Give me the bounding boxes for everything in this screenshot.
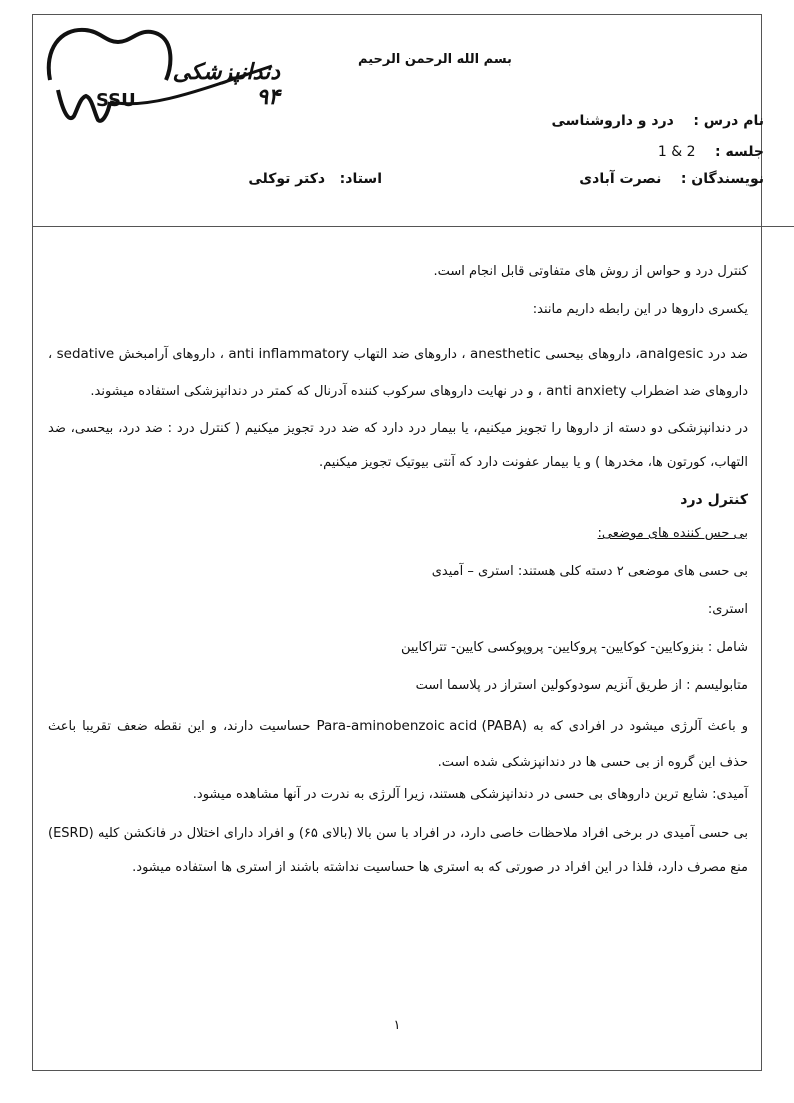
- course-row: [552, 113, 764, 129]
- paragraph: بی حسی آمیدی در برخی افراد ملاحظات خاصی دارد، در افراد با سن بالا (بالای ۶۵) و افراد دارای اختلال در فانکشن کلیه (ESRD) منع مصرف دارد، فلذا در این افراد در صورتی که به استری ها حساسیت نداشته باشند از استری ها استفاده میشود.: [48, 826, 748, 875]
- authors-value: نصرت آبادی: [579, 171, 662, 187]
- text-run: ، و در نهایت داروهای سرکوب کننده آدرنال که کمتر در دندانپزشکی استفاده میشوند.: [90, 384, 542, 399]
- document-body: [48, 262, 748, 885]
- paragraph: یکسری داروها در این رابطه داریم مانند:: [532, 302, 748, 317]
- paragraph: کنترل درد و حواس از روش های متفاوتی قابل انجام است.: [433, 264, 748, 279]
- paragraph: متابولیسم : از طریق آنزیم سودوکولین استراز در پلاسما است: [415, 678, 748, 693]
- text-run: ، داروهای آرامبخش: [118, 347, 224, 362]
- paba-paragraph: [48, 708, 748, 781]
- term-analgesic: analgesic: [639, 346, 704, 362]
- session-row: [658, 144, 764, 160]
- text-run: ، داروهای بیحسی: [545, 347, 640, 362]
- authors-label: نویسندگان :: [680, 171, 764, 187]
- term-anti-inflammatory: anti inflammatory: [228, 346, 350, 362]
- course-value: درد و داروشناسی: [551, 113, 674, 129]
- text-run: ، داروهای ضد التهاب: [353, 347, 466, 362]
- paragraph: در دندانپزشکی دو دسته از داروها را تجویز میکنیم، یا بیمار درد دارد که ضد درد تجویز میکنیم ( کنترل درد : ضد درد، بیحسی، ضد التهاب، کورتون ها، مخدرها ) و یا بیمار عفونت دارد که آنتی بیوتیک تجویز میکنیم.: [48, 421, 748, 470]
- section-heading: کنترل درد: [680, 492, 748, 508]
- session-label: جلسه :: [714, 144, 764, 160]
- text-run: ضد درد: [707, 347, 749, 362]
- paragraph: استری:: [707, 602, 748, 617]
- subsection-heading: بی حس کننده های موضعی:: [597, 526, 748, 541]
- logo-ssu: SSU: [96, 90, 136, 111]
- drug-classes-paragraph: [48, 336, 748, 410]
- paragraph: شامل : بنزوکایین- کوکایین- پروکایین- پروپوکسی کایین- تتراکایین: [401, 640, 748, 655]
- term-sedative: sedative: [56, 346, 115, 362]
- paragraph: بی حسی های موضعی ۲ دسته کلی هستند: استری – آمیدی: [431, 564, 748, 579]
- logo: [40, 20, 280, 128]
- professor-value: دکتر توکلی: [248, 171, 326, 187]
- term-anesthetic: anesthetic: [470, 346, 541, 362]
- authors-row: [579, 171, 764, 187]
- professor-row: [248, 171, 382, 187]
- term-paba: Para-aminobenzoic acid (PABA): [316, 718, 528, 734]
- session-value: 1 & 2: [657, 144, 696, 160]
- term-anti-anxiety: anti anxiety: [546, 383, 627, 399]
- page-number: ۱: [393, 1018, 401, 1033]
- paragraph: آمیدی: شایع ترین داروهای بی حسی در دندانپزشکی هستند، زیرا آلرژی به ندرت در آنها مشاهده میشود.: [192, 787, 748, 802]
- header-divider: [32, 226, 794, 227]
- professor-label: استاد:: [339, 171, 382, 187]
- logo-text: دندانپزشکی ۹۴: [172, 60, 280, 110]
- text-run: و باعث آلرژی میشود در افرادی که به: [533, 719, 748, 734]
- course-label: نام درس :: [693, 113, 764, 129]
- text-run: حساسیت دارند، و این نقطه ضعف تقریبا باعث حذف این گروه از بی حسی ها در دندانپزشکی شده است.: [48, 719, 748, 770]
- basmala: بسم الله الرحمن الرحیم: [358, 52, 512, 67]
- text-run: ، داروهای ضد اضطراب: [48, 347, 748, 399]
